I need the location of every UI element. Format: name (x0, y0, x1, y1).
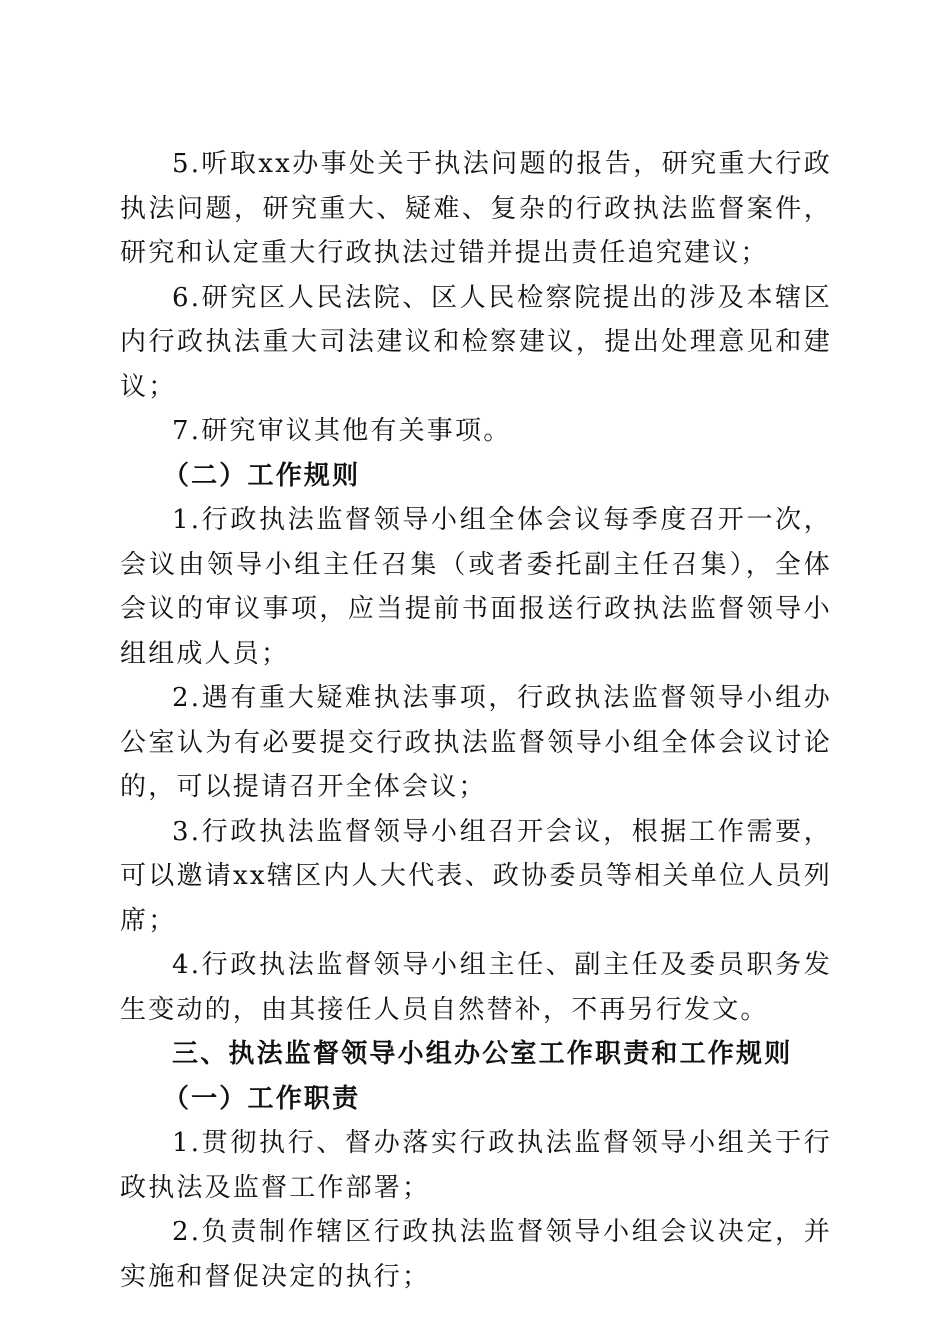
section-heading-three: 三、执法监督领导小组办公室工作职责和工作规则 (172, 1039, 793, 1069)
document-body (120, 142, 832, 1299)
paragraph-item-7: 7.研究审议其他有关事项。 (172, 416, 512, 446)
paragraph-item-5: 5.听取xx办事处关于执法问题的报告，研究重大行政执法问题，研究重大、疑难、复杂的行政执法监督案件，研究和认定重大行政执法过错并提出责任追究建议； (120, 149, 832, 268)
paragraph-duty-2: 2.负责制作辖区行政执法监督领导小组会议决定，并实施和督促决定的执行； (120, 1217, 832, 1292)
subheading-work-rules: （二）工作规则 (162, 460, 361, 491)
paragraph-item-6: 6.研究区人民法院、区人民检察院提出的涉及本辖区内行政执法重大司法建议和检察建议，提出处理意见和建议； (120, 282, 832, 402)
paragraph-rule-4: 4.行政执法监督领导小组主任、副主任及委员职务发生变动的，由其接任人员自然替补，不再另行发文。 (120, 950, 832, 1025)
paragraph-duty-1: 1.贯彻执行、督办落实行政执法监督领导小组关于行政执法及监督工作部署； (120, 1128, 832, 1203)
paragraph-rule-2: 2.遇有重大疑难执法事项，行政执法监督领导小组办公室认为有必要提交行政执法监督领导小组全体会议讨论的，可以提请召开全体会议； (120, 683, 832, 802)
paragraph-rule-3: 3.行政执法监督领导小组召开会议，根据工作需要，可以邀请xx辖区内人大代表、政协委员等相关单位人员列席； (120, 816, 832, 936)
paragraph-rule-1: 1.行政执法监督领导小组全体会议每季度召开一次，会议由领导小组主任召集（或者委托副主任召集），全体会议的审议事项，应当提前书面报送行政执法监督领导小组组成人员； (120, 505, 832, 669)
subheading-work-duties: （一）工作职责 (162, 1083, 361, 1114)
